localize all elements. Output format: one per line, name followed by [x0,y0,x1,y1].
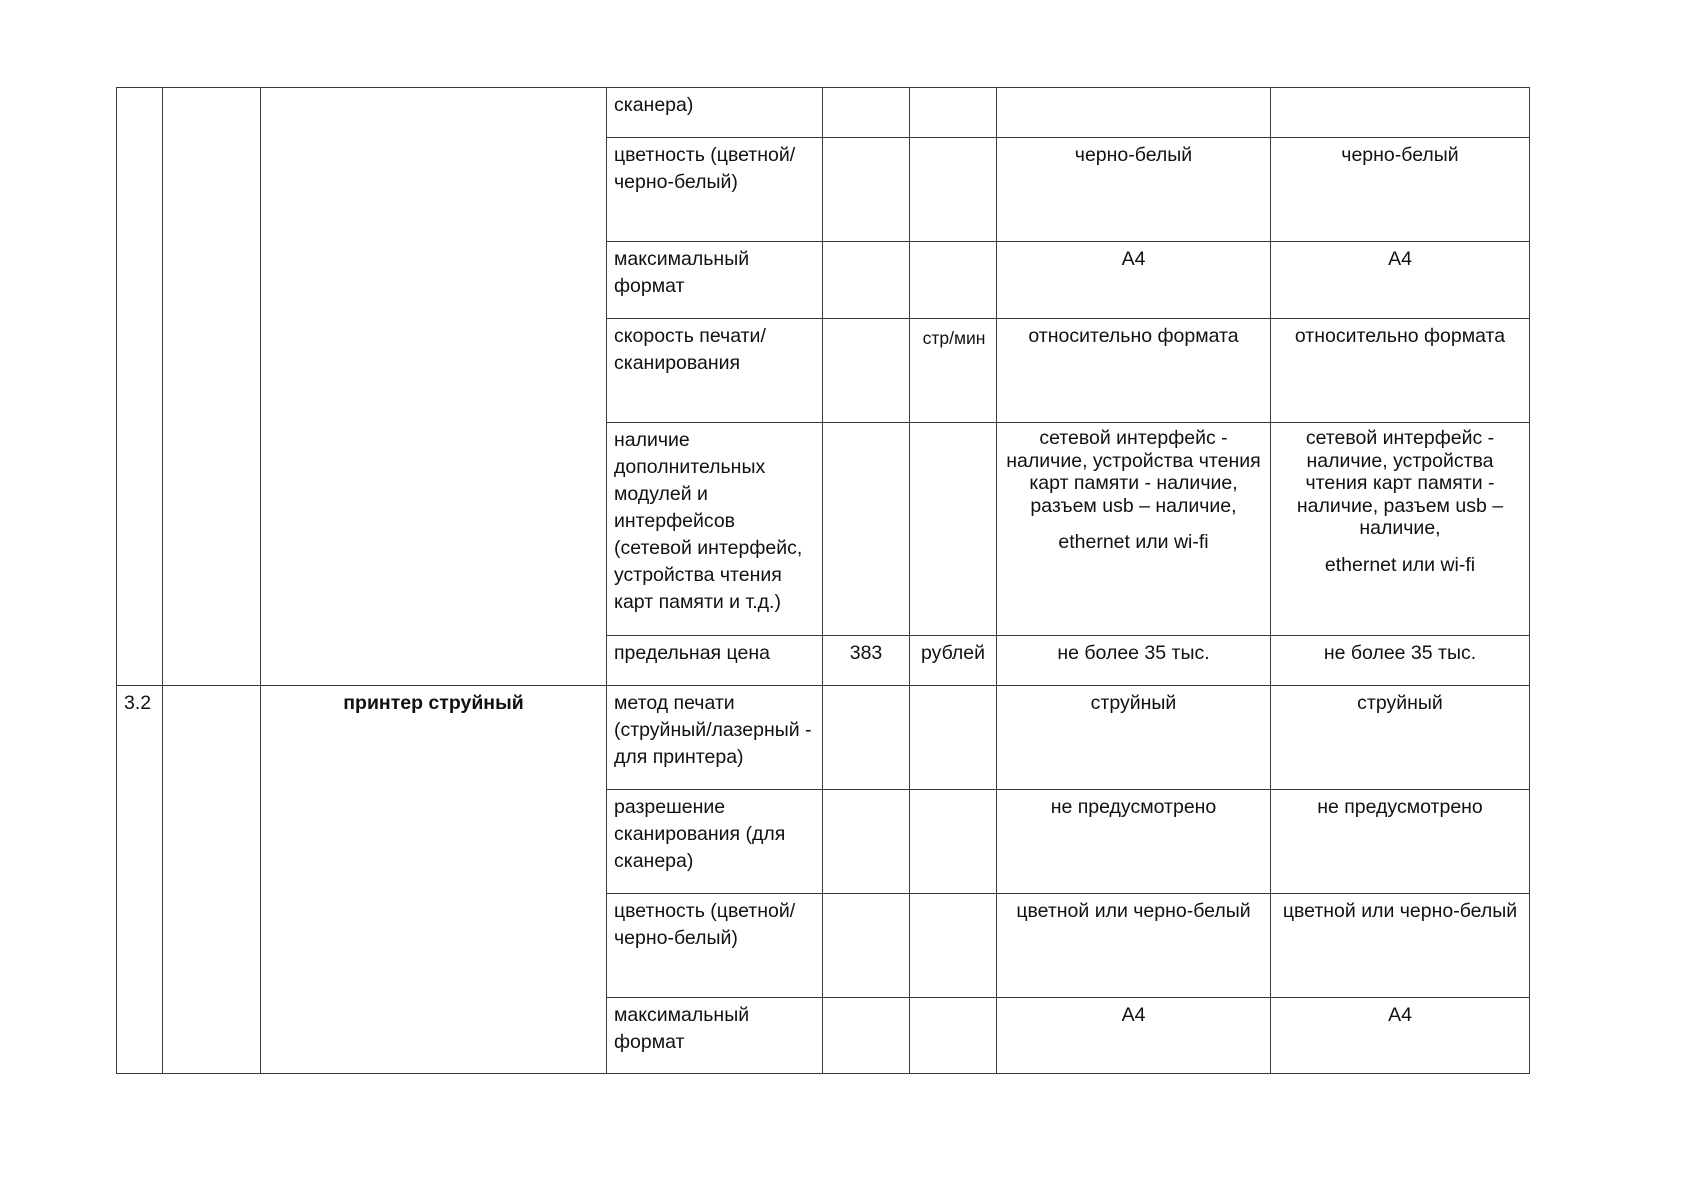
value-cell-2: относительно формата [1271,319,1530,423]
value-cell-1: А4 [997,998,1271,1074]
param-cell: метод печати (струйный/лазерный - для принтера) [607,686,823,790]
value-text: сетевой интерфейс - наличие, устройства чтения карт памяти - наличие, разъем usb – наличие, [1296,427,1504,539]
value-cell-1: черно-белый [997,138,1271,242]
param-cell: наличие дополнительных модулей и интерфейсов (сетевой интерфейс, устройства чтения карт памяти и т.д.) [607,423,823,636]
value-cell-1: А4 [997,242,1271,319]
value-cell-1: цветной или черно-белый [997,894,1271,998]
value-cell-1: не предусмотрено [997,790,1271,894]
value-cell-1 [997,88,1271,138]
value-cell-2: не более 35 тыс. [1271,636,1530,686]
param-cell: скорость печати/сканирования [607,319,823,423]
value-cell-2: струйный [1271,686,1530,790]
table-row [117,88,1530,138]
unit-cell: стр/мин [910,319,997,423]
value-cell-2: А4 [1271,242,1530,319]
unit-cell [910,998,997,1074]
param-cell: цветность (цветной/черно-белый) [607,138,823,242]
unit-cell [910,242,997,319]
unit-cell [910,88,997,138]
okei-code-cell [823,790,910,894]
value-cell-2: А4 [1271,998,1530,1074]
okei-code-cell [823,88,910,138]
okei-code-cell [823,138,910,242]
value-cell-2 [1271,88,1530,138]
row-number-cell: 3.2 [117,686,163,1074]
okei-code-cell [823,242,910,319]
value-cell-1: относительно формата [997,319,1271,423]
value-cell-1: струйный [997,686,1271,790]
okei-code-cell [823,686,910,790]
value-cell-2 [1271,423,1530,636]
item-name-cell: принтер струйный [261,686,607,1074]
okei-code-cell [823,319,910,423]
row-number-cell [117,88,163,686]
unit-cell [910,686,997,790]
spec-table [116,87,1530,1074]
unit-cell [910,894,997,998]
value-text: сетевой интерфейс - наличие, устройства чтения карт памяти - наличие, разъем usb – наличие, [1006,427,1261,517]
code-cell [163,686,261,1074]
unit-cell [910,423,997,636]
param-cell: цветность (цветной/черно-белый) [607,894,823,998]
unit-cell [910,138,997,242]
param-cell: сканера) [607,88,823,138]
param-cell: максимальный формат [607,242,823,319]
unit-cell [910,790,997,894]
param-cell: разрешение сканирования (для сканера) [607,790,823,894]
code-cell [163,88,261,686]
okei-code-cell: 383 [823,636,910,686]
okei-code-cell [823,423,910,636]
okei-code-cell [823,998,910,1074]
table-row [117,686,1530,790]
value-cell-2: черно-белый [1271,138,1530,242]
okei-code-cell [823,894,910,998]
param-cell: максимальный формат [607,998,823,1074]
value-cell-2: цветной или черно-белый [1271,894,1530,998]
item-name-cell [261,88,607,686]
value-cell-2: не предусмотрено [1271,790,1530,894]
value-cell-1: не более 35 тыс. [997,636,1271,686]
value-text-extra: ethernet или wi-fi [1058,531,1209,553]
value-text-extra: ethernet или wi-fi [1324,553,1476,576]
value-cell-1 [997,423,1271,636]
param-cell: предельная цена [607,636,823,686]
unit-cell: рублей [910,636,997,686]
